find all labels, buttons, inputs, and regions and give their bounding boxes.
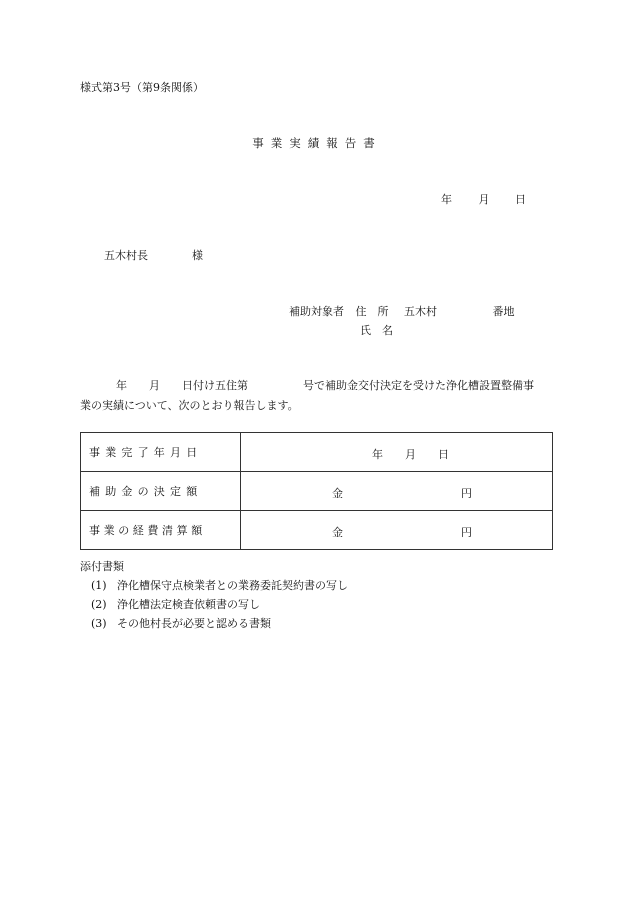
row-label-completion-date: 事業完了年月日: [81, 433, 241, 472]
date-year: 年: [441, 193, 452, 206]
name-label: 氏 名: [360, 324, 393, 337]
document-title: 事業実績報告書: [252, 136, 382, 150]
addressee-name: 五木村長: [104, 249, 148, 262]
attachment-text: 浄化槽保守点検業者との業務委託契約書の写し: [117, 579, 348, 592]
row-value-completion-date: [241, 433, 553, 472]
decided-amount-kin: 金: [332, 487, 343, 500]
row-label-settled-cost: 事業の経費清算額: [81, 511, 241, 550]
address-label: 住 所: [355, 305, 389, 318]
settled-cost-kin: 金: [332, 526, 343, 539]
completion-date-value: 年 月 日: [372, 448, 449, 461]
body-text-line-1: 年 月 日付け五住第 号で補助金交付決定を受けた浄化槽設置整備事: [116, 379, 534, 392]
attachment-text: その他村長が必要と認める書類: [117, 617, 271, 630]
settled-cost-yen: 円: [461, 526, 472, 539]
attachment-number: (3): [91, 617, 107, 630]
list-item: [91, 580, 348, 591]
row-label-decided-amount: 補助金の決定額: [81, 472, 241, 511]
attachment-number: (2): [91, 598, 107, 611]
row-value-settled-cost: [241, 511, 553, 550]
report-table: [80, 432, 553, 550]
attachments-title: 添付書類: [80, 560, 124, 573]
date-line: [441, 194, 526, 205]
applicant-name-line: [360, 325, 393, 336]
attachment-text: 浄化槽法定検査依頼書の写し: [117, 598, 260, 611]
decided-amount-yen: 円: [461, 487, 472, 500]
form-number: 様式第3号（第9条関係）: [80, 81, 204, 94]
row-value-decided-amount: [241, 472, 553, 511]
address-suffix: 番地: [492, 305, 515, 318]
table-row: [81, 511, 553, 550]
table-row: [81, 433, 553, 472]
applicant-address-line: [289, 306, 515, 317]
list-item: [91, 599, 260, 610]
attachment-number: (1): [91, 579, 107, 592]
address-village: 五木村: [404, 305, 437, 318]
body-text-line-2: 業の実績について、次のとおり報告します。: [80, 399, 299, 412]
date-day: 日: [515, 193, 526, 206]
addressee-honorific: 様: [192, 249, 203, 262]
applicant-role: 補助対象者: [289, 305, 344, 318]
table-row: [81, 472, 553, 511]
addressee: [104, 250, 203, 261]
date-month: 月: [478, 193, 490, 206]
list-item: [91, 618, 271, 629]
